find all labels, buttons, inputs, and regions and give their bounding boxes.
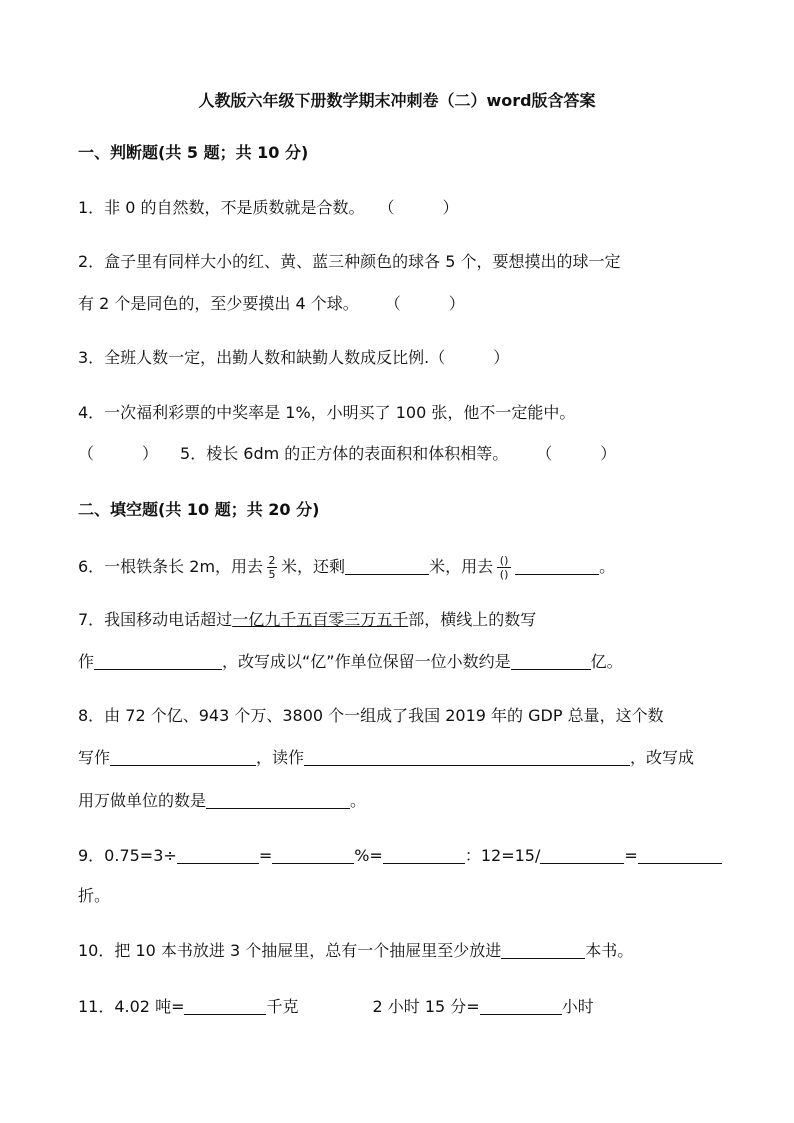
fraction-blank[interactable] <box>497 555 511 580</box>
fraction-numerator: 2 <box>268 554 276 567</box>
question-11-text-d: 小时 <box>561 997 594 1016</box>
answer-blank[interactable] <box>94 653 222 670</box>
question-7-line2 <box>78 652 623 672</box>
question-1-text: 1．非 0 的自然数，不是质数就是合数。 <box>78 198 365 217</box>
question-9-text-a: 9．0.75=3÷ <box>78 846 177 865</box>
question-7-text-a: 7．我国移动电话超过 <box>78 610 233 629</box>
question-7-line1 <box>78 610 536 630</box>
question-7-text-b: 部，横线上的数写 <box>408 610 537 629</box>
question-8-text-d: 用万做单位的数是 <box>78 791 207 810</box>
question-8-text-c: ，改写成 <box>630 748 695 767</box>
question-1 <box>78 198 459 218</box>
question-8-text-e: 。 <box>350 791 367 810</box>
question-6-end: 。 <box>599 557 616 576</box>
question-7-text-d: ，改写成以“亿”作单位保留一位小数约是 <box>222 652 511 671</box>
answer-blank[interactable] <box>383 847 465 864</box>
answer-blank[interactable] <box>511 653 591 670</box>
question-11-text-b: 千克 <box>266 997 299 1016</box>
answer-blank[interactable] <box>480 998 562 1015</box>
question-2-line2 <box>78 294 465 314</box>
question-2-line1: 2．盒子里有同样大小的红、黄、蓝三种颜色的球各 5 个，要想摸出的球一定 <box>78 252 621 271</box>
question-7-text-c: 作 <box>78 652 95 671</box>
question-10-text-a: 10．把 10 本书放进 3 个抽屉里，总有一个抽屉里至少放进 <box>78 941 502 960</box>
question-8-line2 <box>78 748 694 768</box>
question-6-text-b: 米，还剩 <box>281 557 346 576</box>
question-5-text: 5．棱长 6dm 的正方体的表面积和体积相等。 <box>180 444 509 463</box>
question-9-text-c: %= <box>354 846 383 865</box>
question-4: 4．一次福利彩票的中奖率是 1%，小明买了 100 张，他不一定能中。 <box>78 403 576 422</box>
answer-blank[interactable] <box>638 847 722 864</box>
fraction-numerator-blank: () <box>499 554 509 567</box>
answer-paren[interactable]: （ ） <box>384 294 465 313</box>
answer-blank[interactable] <box>206 792 350 809</box>
question-2-text: 有 2 个是同色的，至少要摸出 4 个球。 <box>78 294 359 313</box>
answer-blank[interactable] <box>345 558 429 575</box>
answer-paren[interactable]: （ ） <box>378 198 459 217</box>
question-9-line2: 折。 <box>78 886 111 905</box>
question-8-text-a: 写作 <box>78 748 111 767</box>
question-6-text-a: 6．一根铁条长 2m，用去 <box>78 557 264 576</box>
answer-blank[interactable] <box>540 847 624 864</box>
underlined-number: 一亿九千五百零三万五千 <box>232 610 409 629</box>
answer-blank[interactable] <box>110 749 256 766</box>
fraction-two-fifths <box>267 555 277 580</box>
answer-paren[interactable]: （ ） <box>536 444 617 463</box>
section-heading-judgment: 一、判断题(共 5 题；共 10 分) <box>78 143 309 162</box>
section-heading-fill: 二、填空题(共 10 题；共 20 分) <box>78 500 320 519</box>
fraction-denominator: 5 <box>268 568 276 581</box>
answer-blank[interactable] <box>304 749 630 766</box>
question-9-text-d: ：12=15/ <box>464 846 541 865</box>
answer-blank[interactable] <box>184 998 266 1015</box>
question-8-text-b: ，读作 <box>256 748 305 767</box>
question-6-text-c: 米，用去 <box>429 557 494 576</box>
question-7-text-e: 亿。 <box>590 652 623 671</box>
answer-blank[interactable] <box>272 847 354 864</box>
question-10-text-b: 本书。 <box>585 941 634 960</box>
question-9-text-b: = <box>258 846 273 865</box>
answer-paren[interactable]: （ ） <box>78 444 159 463</box>
answer-paren[interactable]: （ ） <box>429 348 510 367</box>
question-11-text-a: 11．4.02 吨= <box>78 997 185 1016</box>
page-title: 人教版六年级下册数学期末冲刺卷（二）word版含答案 <box>198 91 596 110</box>
question-10 <box>78 941 633 961</box>
question-6 <box>78 555 615 580</box>
question-3 <box>78 348 509 368</box>
answer-blank[interactable] <box>515 558 599 575</box>
question-4-5-line <box>78 444 616 464</box>
question-3-text: 3．全班人数一定，出勤人数和缺勤人数成反比例. <box>78 348 430 367</box>
question-9-text-e: = <box>624 846 638 865</box>
fraction-denominator-blank: () <box>499 568 509 581</box>
question-8-line3 <box>78 791 366 811</box>
question-11 <box>78 997 594 1017</box>
question-9-line1 <box>78 846 722 866</box>
question-8-line1: 8．由 72 个亿、943 个万、3800 个一组成了我国 2019 年的 GDP 总量，这个数 <box>78 706 664 725</box>
question-11-text-c: 2 小时 15 分= <box>372 997 480 1016</box>
answer-blank[interactable] <box>501 942 585 959</box>
answer-blank[interactable] <box>177 847 259 864</box>
